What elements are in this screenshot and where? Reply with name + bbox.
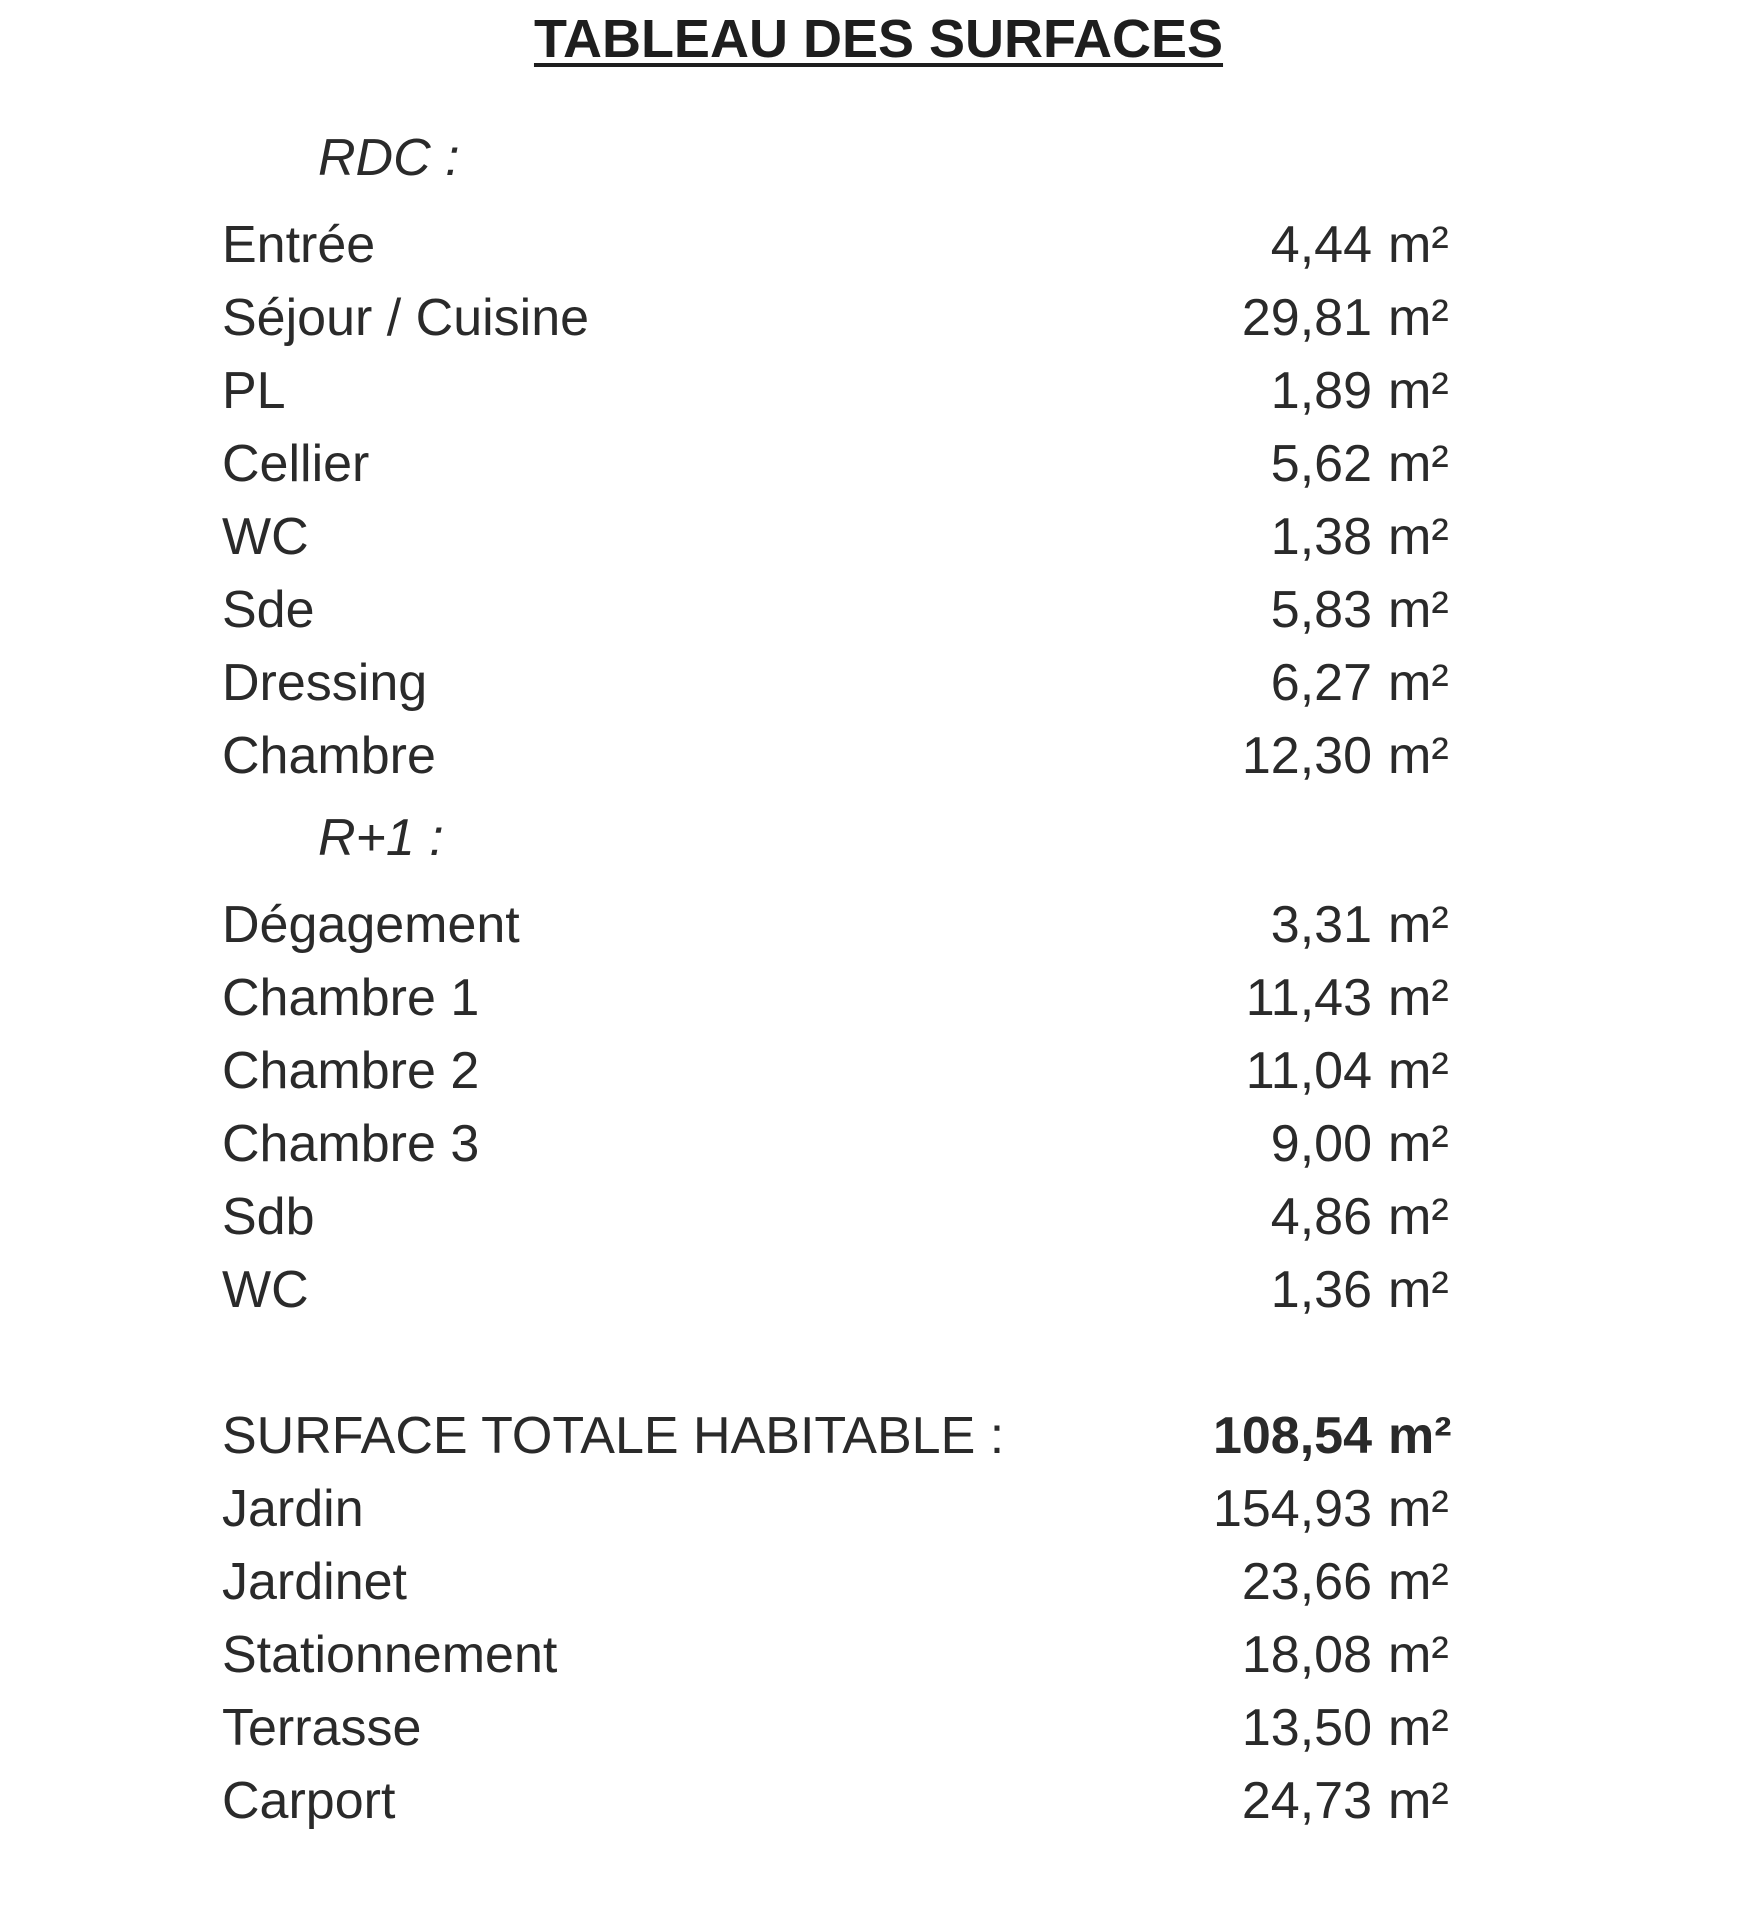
table-row: [222, 580, 1472, 650]
room-area: 9,00: [1270, 1115, 1372, 1173]
room-name: WC: [222, 508, 309, 566]
area-unit: m²: [1388, 1772, 1449, 1830]
outdoor-area: 13,50: [1241, 1699, 1372, 1757]
table-row: [222, 1552, 1472, 1622]
document-title: TABLEAU DES SURFACES: [533, 9, 1224, 69]
outdoor-area: 23,66: [1241, 1553, 1372, 1611]
room-name: Chambre 2: [222, 1042, 480, 1100]
room-name: Dégagement: [222, 896, 520, 954]
room-area: 3,31: [1270, 896, 1372, 954]
table-row: [222, 1625, 1472, 1695]
room-area: 1,38: [1270, 508, 1372, 566]
area-unit: m²: [1388, 362, 1449, 420]
room-area: 5,83: [1270, 581, 1372, 639]
room-name: WC: [222, 1261, 309, 1319]
room-name: Chambre 1: [222, 969, 480, 1027]
room-area: 12,30: [1241, 727, 1372, 785]
area-unit: m²: [1388, 581, 1449, 639]
table-row: [222, 1771, 1472, 1841]
area-unit: m²: [1388, 435, 1449, 493]
area-unit: m²: [1388, 727, 1449, 785]
room-name: Sdb: [222, 1188, 315, 1246]
room-area: 29,81: [1241, 289, 1372, 347]
area-unit: m²: [1388, 896, 1449, 954]
table-row: [222, 288, 1472, 358]
area-unit: m²: [1388, 1699, 1449, 1757]
outdoor-area: 18,08: [1241, 1626, 1372, 1684]
area-unit: m²: [1388, 969, 1449, 1027]
table-row: [222, 653, 1472, 723]
room-name: Entrée: [222, 216, 376, 274]
outdoor-area: 154,93: [1212, 1480, 1372, 1538]
table-row: [222, 1041, 1472, 1111]
room-name: Cellier: [222, 435, 370, 493]
outdoor-name: Terrasse: [222, 1699, 422, 1757]
table-row: [222, 1114, 1472, 1184]
table-row: [222, 726, 1472, 796]
room-name: Séjour / Cuisine: [222, 289, 590, 347]
area-unit: m²: [1388, 1626, 1449, 1684]
area-unit: m²: [1388, 216, 1449, 274]
room-name: Dressing: [222, 654, 428, 712]
table-row: [222, 1479, 1472, 1549]
table-row: [222, 895, 1472, 965]
section-label-rdc: RDC :: [318, 129, 460, 187]
area-unit: m²: [1388, 289, 1449, 347]
area-unit: m²: [1388, 1553, 1449, 1611]
outdoor-name: Jardinet: [222, 1553, 407, 1611]
table-row: [222, 215, 1472, 285]
total-row: [222, 1406, 1472, 1476]
table-row: [222, 1698, 1472, 1768]
room-area: 6,27: [1270, 654, 1372, 712]
room-area: 4,86: [1270, 1188, 1372, 1246]
room-area: 5,62: [1270, 435, 1372, 493]
total-label: SURFACE TOTALE HABITABLE :: [222, 1407, 1005, 1465]
room-name: Sde: [222, 581, 315, 639]
room-area: 11,43: [1245, 969, 1372, 1027]
outdoor-name: Stationnement: [222, 1626, 558, 1684]
table-row: [222, 434, 1472, 504]
outdoor-area: 24,73: [1241, 1772, 1372, 1830]
room-name: PL: [222, 362, 286, 420]
area-unit: m²: [1388, 1261, 1449, 1319]
section-label-r1: R+1 :: [318, 809, 444, 867]
area-unit: m²: [1388, 1407, 1452, 1465]
area-unit: m²: [1388, 1115, 1449, 1173]
table-row: [222, 1187, 1472, 1257]
table-row: [222, 361, 1472, 431]
table-row: [222, 1260, 1472, 1330]
area-unit: m²: [1388, 1480, 1449, 1538]
area-unit: m²: [1388, 1188, 1449, 1246]
table-row: [222, 507, 1472, 577]
total-area: 108,54: [1212, 1407, 1372, 1465]
outdoor-name: Carport: [222, 1772, 396, 1830]
area-unit: m²: [1388, 1042, 1449, 1100]
room-name: Chambre 3: [222, 1115, 480, 1173]
room-area: 11,04: [1245, 1042, 1372, 1100]
room-area: 1,36: [1270, 1261, 1372, 1319]
room-name: Chambre: [222, 727, 436, 785]
table-row: [222, 968, 1472, 1038]
area-unit: m²: [1388, 508, 1449, 566]
area-unit: m²: [1388, 654, 1449, 712]
room-area: 4,44: [1270, 216, 1372, 274]
outdoor-name: Jardin: [222, 1480, 364, 1538]
room-area: 1,89: [1270, 362, 1372, 420]
